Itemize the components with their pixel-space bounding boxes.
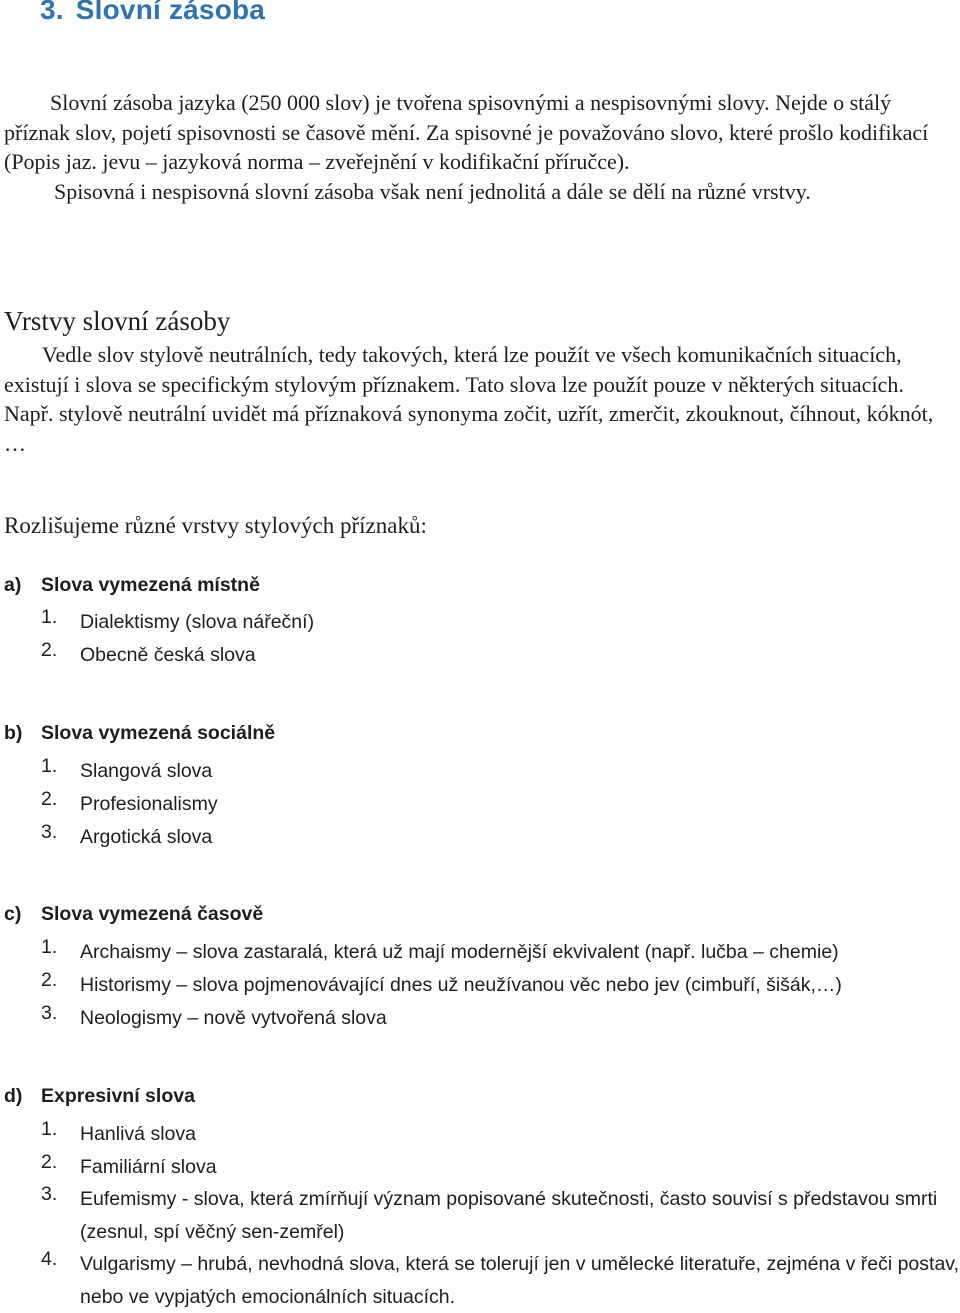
item-number: 2. — [41, 788, 58, 810]
item-number: 1. — [41, 1118, 58, 1140]
intro-paragraph-2: Spisovná i nespisovná slovní zásoba však není jednolitá a dále se dělí na různé vrstvy. — [54, 178, 811, 204]
item-text: Eufemismy - slova, která zmírňují význam popisované skutečnosti, často souvisí s představou smrti (zesnul, spí věčný sen-zemřel) — [80, 1188, 938, 1243]
item-text: Vulgarismy – hrubá, nevhodná slova, která se tolerují jen v umělecké literatuře, zejména v řeči postav, nebo ve vypjatých emocionálních situacích. — [80, 1253, 960, 1308]
item-number: 1. — [41, 606, 58, 628]
category-letter: d) — [4, 1085, 23, 1107]
item-text: Profesionalismy — [80, 793, 218, 815]
item-number: 2. — [41, 969, 58, 991]
item-number: 1. — [41, 936, 58, 958]
item-text: Argotická slova — [80, 826, 213, 848]
section-heading: Vrstvy slovní zásoby — [4, 306, 231, 336]
item-text: Obecně česká slova — [80, 644, 256, 666]
category-b-title — [4, 722, 275, 745]
page-title — [40, 0, 265, 26]
section-paragraph-1: Vedle slov stylově neutrálních, tedy takových, která lze použít ve všech komunikačních situacích, existují i slova se specifickým stylovým příznakem. Tato slova lze použít pouze v některých situacích. — [4, 342, 904, 397]
item-text: Archaismy – slova zastaralá, která už mají modernější ekvivalent (např. lučba – chemie) — [80, 941, 839, 963]
category-a-title — [4, 574, 260, 597]
section-paragraph-2: Např. stylově neutrální uvidět má příznaková synonyma zočit, uzřít, zmerčit, zkouknout, číhnout, kóknót, … — [4, 401, 934, 456]
item-number: 2. — [41, 1151, 58, 1173]
intro-paragraph-1: Slovní zásoba jazyka (250 000 slov) je tvořena spisovnými a nespisovnými slovy. Nejde o stálý příznak slov, pojetí spisovnosti se časově mění. Za spisovné je považováno slovo, které prošlo kodifikací (Popis jaz. jevu – jazyková norma – zveřejnění v kodifikační příručce). — [4, 90, 929, 174]
category-label: Slova vymezená místně — [41, 574, 260, 596]
item-number: 3. — [41, 821, 58, 843]
category-letter: a) — [4, 574, 22, 596]
title-number: 3. — [40, 0, 64, 25]
category-c-title — [4, 903, 263, 926]
distinguish-line: Rozlišujeme různé vrstvy stylových příznaků: — [4, 513, 427, 538]
category-d-title — [4, 1085, 195, 1108]
category-label: Slova vymezená sociálně — [41, 722, 276, 744]
intro-block — [4, 88, 956, 206]
item-number: 1. — [41, 755, 58, 777]
category-letter: b) — [4, 722, 23, 744]
item-text: Familiární slova — [80, 1156, 217, 1178]
item-number: 3. — [41, 1002, 58, 1024]
section-body — [4, 340, 956, 458]
item-text: Neologismy – nově vytvořená slova — [80, 1007, 387, 1029]
item-text: Slangová slova — [80, 760, 213, 782]
category-label: Expresivní slova — [41, 1085, 195, 1107]
item-number: 4. — [41, 1248, 58, 1270]
item-text: Hanlivá slova — [80, 1123, 196, 1145]
item-number: 3. — [41, 1183, 58, 1205]
item-text: Dialektismy (slova nářeční) — [80, 611, 315, 633]
title-text: Slovní zásoba — [75, 0, 266, 25]
item-number: 2. — [41, 639, 58, 661]
category-letter: c) — [4, 903, 22, 925]
item-text: Historismy – slova pojmenovávající dnes už neužívanou věc nebo jev (cimbuří, šišák,…) — [80, 974, 842, 996]
category-label: Slova vymezená časově — [41, 903, 264, 925]
